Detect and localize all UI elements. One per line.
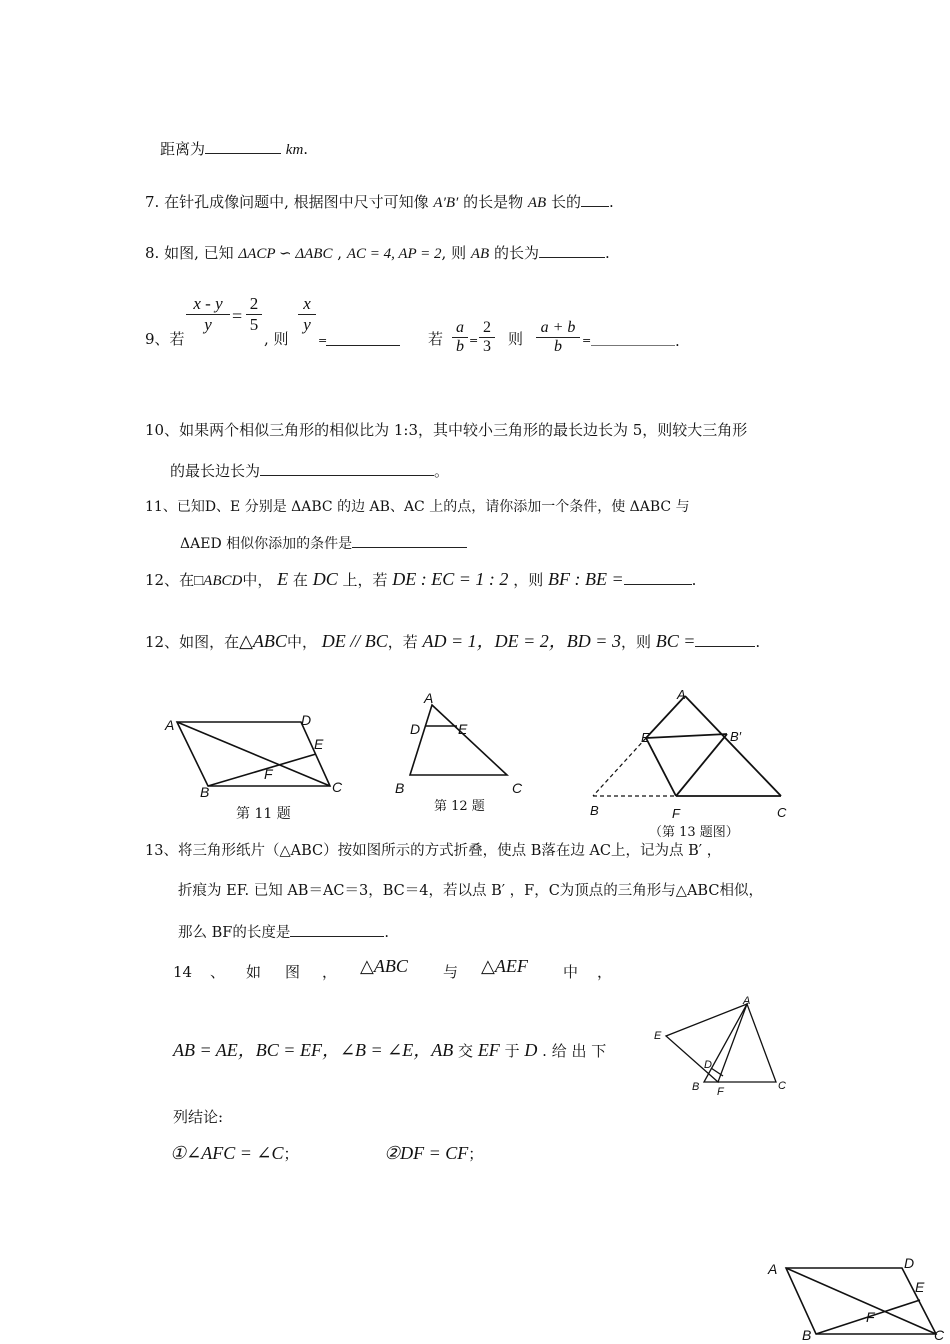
label-d: D — [301, 712, 312, 728]
question-8: 8. 如图, 已知 ΔACP ∽ ΔABC , AC = 4, AP = 2, 则 AB 的长为 . — [145, 244, 610, 262]
label-e: E — [654, 1030, 662, 1042]
label-f: F — [672, 806, 680, 821]
label-c: C — [512, 780, 523, 796]
segment-be — [208, 754, 316, 786]
answer-blank[interactable] — [591, 331, 675, 346]
question-13-line1: 13、将三角形纸片（△ABC）按如图所示的方式折叠，使点 B落在边 AC上，记为点 B′ ， — [145, 843, 722, 859]
label-e: E — [458, 721, 468, 737]
crease-ef — [646, 738, 676, 796]
fraction-2-over-3: 2 3 — [479, 319, 495, 356]
diagonal-ac — [177, 722, 330, 786]
segment-ae — [646, 696, 685, 738]
answer-blank[interactable] — [581, 192, 609, 207]
figure-bottom-parallelogram — [762, 1252, 950, 1344]
answer-blank[interactable] — [260, 461, 434, 476]
segment-b-prime-f — [676, 734, 727, 796]
triangle-abc — [410, 705, 507, 775]
label-d: D — [704, 1059, 712, 1071]
label-a: A — [165, 717, 175, 733]
label-d: D — [904, 1255, 915, 1271]
figure-14 — [648, 992, 798, 1098]
label-b: B — [395, 780, 405, 796]
figure-12-caption: 第 12 题 — [434, 799, 485, 814]
label-f: F — [264, 766, 273, 782]
fraction-a-plus-b-over-b: a + b b — [536, 319, 580, 356]
question-14-conditions: AB = AE，BC = EF，∠B = ∠E，AB 交 EF 于 D . 给 出 下 — [173, 1040, 607, 1060]
label-a: A — [768, 1261, 778, 1277]
conclusion-2: ②DF = CF； — [384, 1143, 484, 1163]
figure-12 — [390, 688, 540, 818]
figure-11-caption: 第 11 题 — [236, 806, 291, 822]
answer-blank[interactable] — [352, 533, 467, 548]
question-7: 7. 在针孔成像问题中, 根据图中尺寸可知像 A′B′ 的长是物 AB 长的 . — [145, 193, 614, 211]
label-e: E — [641, 730, 650, 745]
label-b: B — [200, 784, 210, 800]
label-f: F — [866, 1309, 875, 1325]
label-e: E — [314, 736, 324, 752]
answer-blank[interactable] — [326, 331, 400, 346]
label-e: E — [915, 1279, 925, 1295]
answer-blank[interactable] — [290, 922, 384, 937]
question-10-line1: 10、如果两个相似三角形的相似比为 1:3，其中较小三角形的最长边长为 5，则较大三角形 — [145, 421, 748, 439]
label-a: A — [743, 995, 751, 1007]
label-c: C — [777, 805, 787, 820]
answer-blank[interactable] — [624, 570, 692, 585]
dashed-eb — [593, 738, 646, 796]
question-13-line2: 折痕为 EF. 已知 AB＝AC＝3，BC＝4，若以点 B′ ，F，C为顶点的三角形与△ABC相似， — [178, 883, 763, 899]
side-ac — [685, 696, 781, 796]
answer-blank[interactable] — [695, 632, 755, 647]
figure-13 — [585, 684, 800, 844]
q6-line: 距离为 km. — [160, 140, 309, 158]
diagonal-ac — [786, 1268, 936, 1334]
answer-blank[interactable] — [539, 243, 605, 258]
figure-11 — [160, 708, 360, 828]
fraction-x-minus-y-over-y: x - y y — [186, 294, 230, 335]
label-b: B — [692, 1081, 700, 1093]
question-14-line3: 列结论: — [173, 1108, 224, 1126]
fraction-a-over-b: a b — [452, 319, 468, 356]
figure-13-caption: （第 13 题图） — [649, 825, 739, 840]
label-b: B — [802, 1327, 812, 1343]
question-11-line1: 11、已知D、E 分别是 ΔABC 的边 AB、AC 上的点，请你添加一个条件，使 ΔABC 与 — [145, 499, 690, 515]
fraction-x-over-y: x y — [298, 294, 316, 335]
question-12a: 12、在□ABCD中， E 在 DC 上，若 DE : EC = 1 : 2 ，则 BF : BE = . — [145, 569, 697, 589]
label-f: F — [717, 1086, 724, 1098]
question-12b: 12、如图，在△ABC中， DE // BC，若 AD = 1，DE = 2，BD = 3，则 BC = . — [145, 631, 761, 651]
label-b-prime: B′ — [730, 729, 742, 744]
question-13-line3: 那么 BF的长度是 . — [178, 922, 389, 943]
label-d: D — [410, 721, 421, 737]
label-c: C — [332, 779, 343, 795]
label-c: C — [934, 1327, 945, 1343]
label-a: A — [424, 690, 434, 706]
conclusion-1: ①∠AFC = ∠C； — [170, 1143, 299, 1163]
question-10-line2: 的最长边长为 。 — [170, 462, 450, 480]
label-b: B — [590, 803, 599, 818]
fraction-2-over-5: 2 5 — [246, 294, 262, 335]
question-11-line2: ΔAED 相似你添加的条件是 — [180, 533, 467, 554]
label-a: A — [677, 687, 686, 702]
answer-blank[interactable] — [205, 139, 281, 154]
segment-eb-prime — [646, 734, 727, 738]
label-c: C — [778, 1080, 786, 1092]
